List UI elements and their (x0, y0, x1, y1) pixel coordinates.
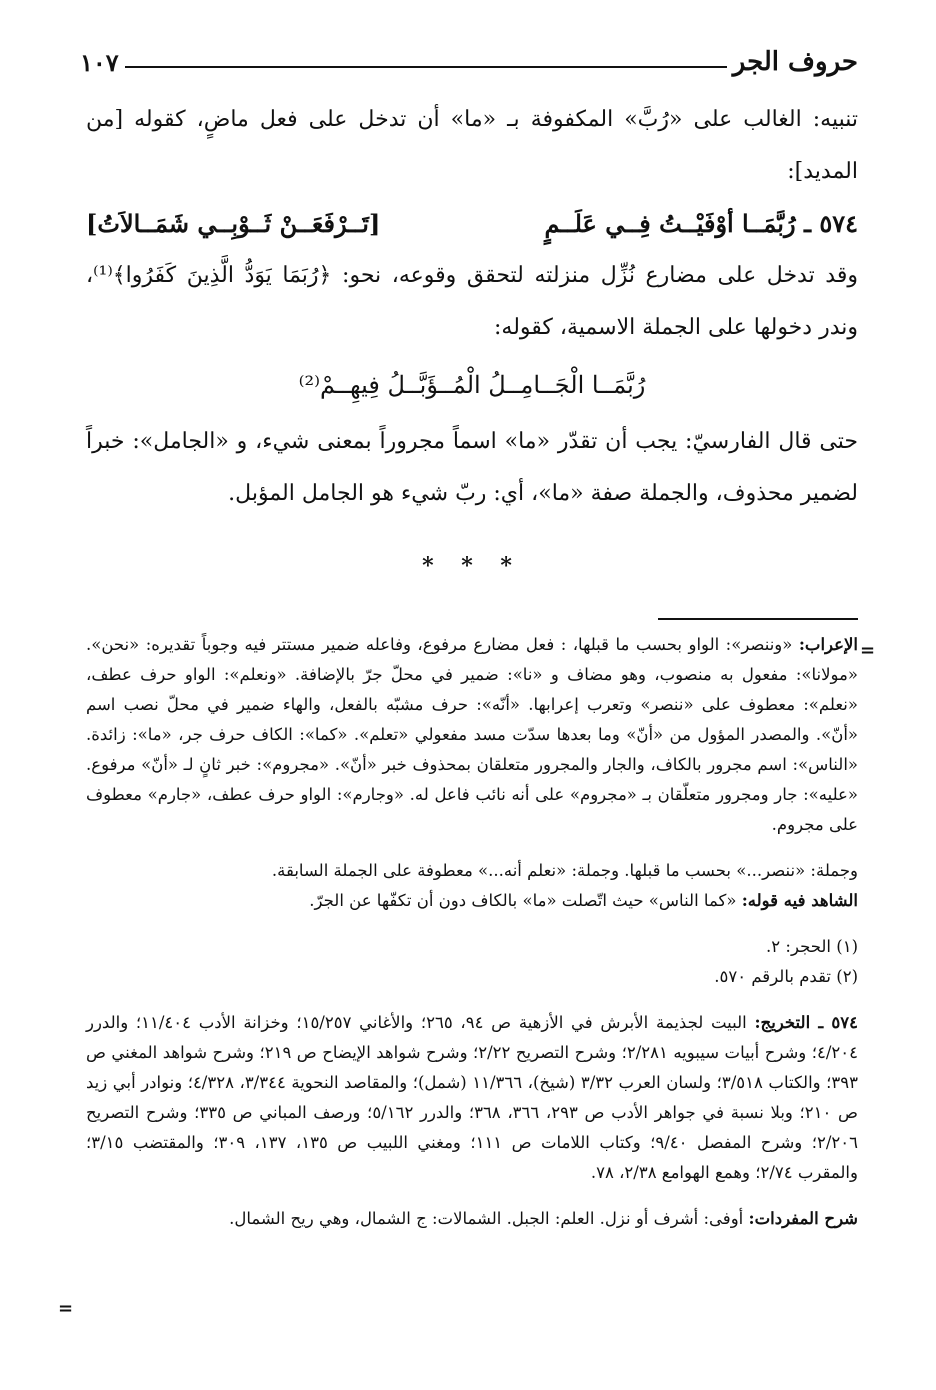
verse-574-number: ٥٧٤ ـ (803, 209, 858, 238)
takhrij-text: البيت لجذيمة الأبرش في الأزهية ص ٩٤، ٢٦٥؛ والأغاني ١٥/٢٥٧؛ وخزانة الأدب ١١/٤٠٤؛ والدرر ٤/٢٠٤؛ وشرح أبيات سيبويه ٢/٢٨١؛ وشرح التصريح ٢/٢٢؛ وشرح شواهد الإيضاح ص ٢١٩؛ وشرح شواهد المغني ص ٣٩٣؛ والكتاب ٣/٥١٨؛ ولسان العرب ٣/٣٢ (شيخ)، ١١/٣٦٦ (شمل)؛ والمقاصد النحوية ٣/٣٤٤، ٤/٣٢٨؛ ونوادر أبي زيد ص ٢١٠؛ وبلا نسبة في جواهر الأدب ص ٢٩٣، ٣٦٦، ٣٦٨؛ والدرر ٥/١٦٢؛ ورصف المباني ص ٣٣٥؛ وشرح التصريح ٢/٢٠٦؛ وشرح المفصل ٩/٤٠؛ وكتاب اللامات ص ١١١؛ ومغني اللبيب ص ١٣٥، ١٣٧، ٣٠٩؛ والمقتضب ٣/١٥؛ والمقرب ٢/٧٤؛ وهمع الهوامع ٢/٣٨، ٧٨. (86, 1013, 858, 1182)
irab-label: الإعراب: (798, 635, 858, 654)
section-separator: * * * (422, 553, 522, 579)
shahid-note (86, 886, 858, 916)
verse-574 (86, 198, 858, 250)
shahid-label: الشاهد فيه قوله: (741, 891, 858, 910)
footnotes (86, 630, 858, 1234)
page-number: ١٠٧ (80, 47, 119, 77)
shahid-text: «كما الناس» حيث اتّصلت «ما» بالكاف دون أن تكفّها عن الجرّ. (309, 891, 737, 910)
takhrij-label: ٥٧٤ ـ التخريج: (754, 1013, 859, 1032)
spacer (86, 992, 858, 1008)
vocab-text: أوفى: أشرف أو نزل. العلم: الجبل. الشمالات: ج الشمال، وهي ريح الشمال. (229, 1209, 744, 1228)
vocab-note (86, 1204, 858, 1234)
takhrij-note (86, 1008, 858, 1188)
vocab-label: شرح المفردات: (748, 1209, 858, 1228)
main-text (86, 94, 858, 592)
footnote-2: (٢) تقدم بالرقم ٥٧٠. (714, 967, 858, 986)
spacer (86, 840, 858, 856)
irab-note (86, 630, 858, 840)
verse-574-right-text: رُبَّمَــا أوْفَيْــتُ فِــي عَلَــمٍ (544, 209, 796, 238)
paragraph-farisi: حتى قال الفارسيّ: يجب أن تقدّر «ما» اسماً مجروراً بمعنى شيء، و «الجامل»: خبراً لضمير محذوف، والجملة صفة «ما»، أي: ربّ شيء هو الجامل المؤبل. (86, 429, 858, 506)
paragraph-mudari: وقد تدخل على مضارع نُزِّل منزلته لتحقق وقوعه، نحو: ﴿رُبَمَا يَوَدُّ الَّذِينَ كَفَرُوا﴾⁽¹⁾، وندر دخولها على الجملة الاسمية، كقوله: (86, 263, 858, 340)
footnote-continuation-mark: = (860, 640, 876, 661)
sentence-note: وجملة: «ننصر...» بحسب ما قبلها. وجملة: «نعلم أنه...» معطوفة على الجملة السابقة. (271, 861, 858, 880)
irab-text: «وننصر»: الواو بحسب ما قبلها، : فعل مضارع مرفوع، وفاعله ضمير مستتر فيه وجوباً تقديره: «نحن». «مولانا»: مفعول به منصوب، وهو مضاف و «نا»: ضمير في محلّ جرّ بالإضافة. «ونعلم»: الواو حرف عطف، «نعلم»: معطوف على «ننصر» وتعرب إعرابها. «أنّه»: حرف مشبّه بالفعل، والهاء ضمير في محلّ نصب اسم «أنّ». والمصدر المؤول من «أنّ» وما بعدها سدّت مسد مفعولي «تعلم». «كما»: الكاف حرف جر، «ما»: زائدة. «الناس»: اسم مجرور بالكاف، والجار والمجرور متعلقان بمحذوف خبر «أنّ». «مجروم»: خبر ثانٍ لـ «أنّ» مرفوع. «عليه»: جار ومجرور متعلّقان بـ «مجروم» على أنه نائب فاعل له. «وجارم»: الواو حرف عطف، «جارم» معطوف على مجروم. (86, 635, 858, 834)
spacer (86, 1188, 858, 1204)
verse-574-first-hemistich (545, 198, 858, 250)
footnote-continuation-mark-bottom: = (58, 1298, 74, 1319)
page-header (80, 42, 858, 82)
paragraph-tanbih: تنبيه: الغالب على «رُبَّ» المكفوفة بـ «ما» أن تدخل على فعل ماضٍ، كقوله [من المديد]: (86, 107, 858, 184)
verse-574-second-hemistich: [تَــرْفَعَــنْ ثَــوْبِــي شَمَــالاَتُ] (86, 209, 381, 238)
verse-jamil: رُبَّمَــا الْجَــامِــلُ الْمُــؤَبَّــلُ فِيهِــمْ⁽²⁾ (298, 371, 646, 399)
header-rule (125, 66, 727, 68)
footnote-rule (658, 618, 858, 620)
footnote-1: (١) الحجر: ٢. (766, 937, 858, 956)
spacer (86, 916, 858, 932)
chapter-title: حروف الجر (732, 47, 858, 77)
